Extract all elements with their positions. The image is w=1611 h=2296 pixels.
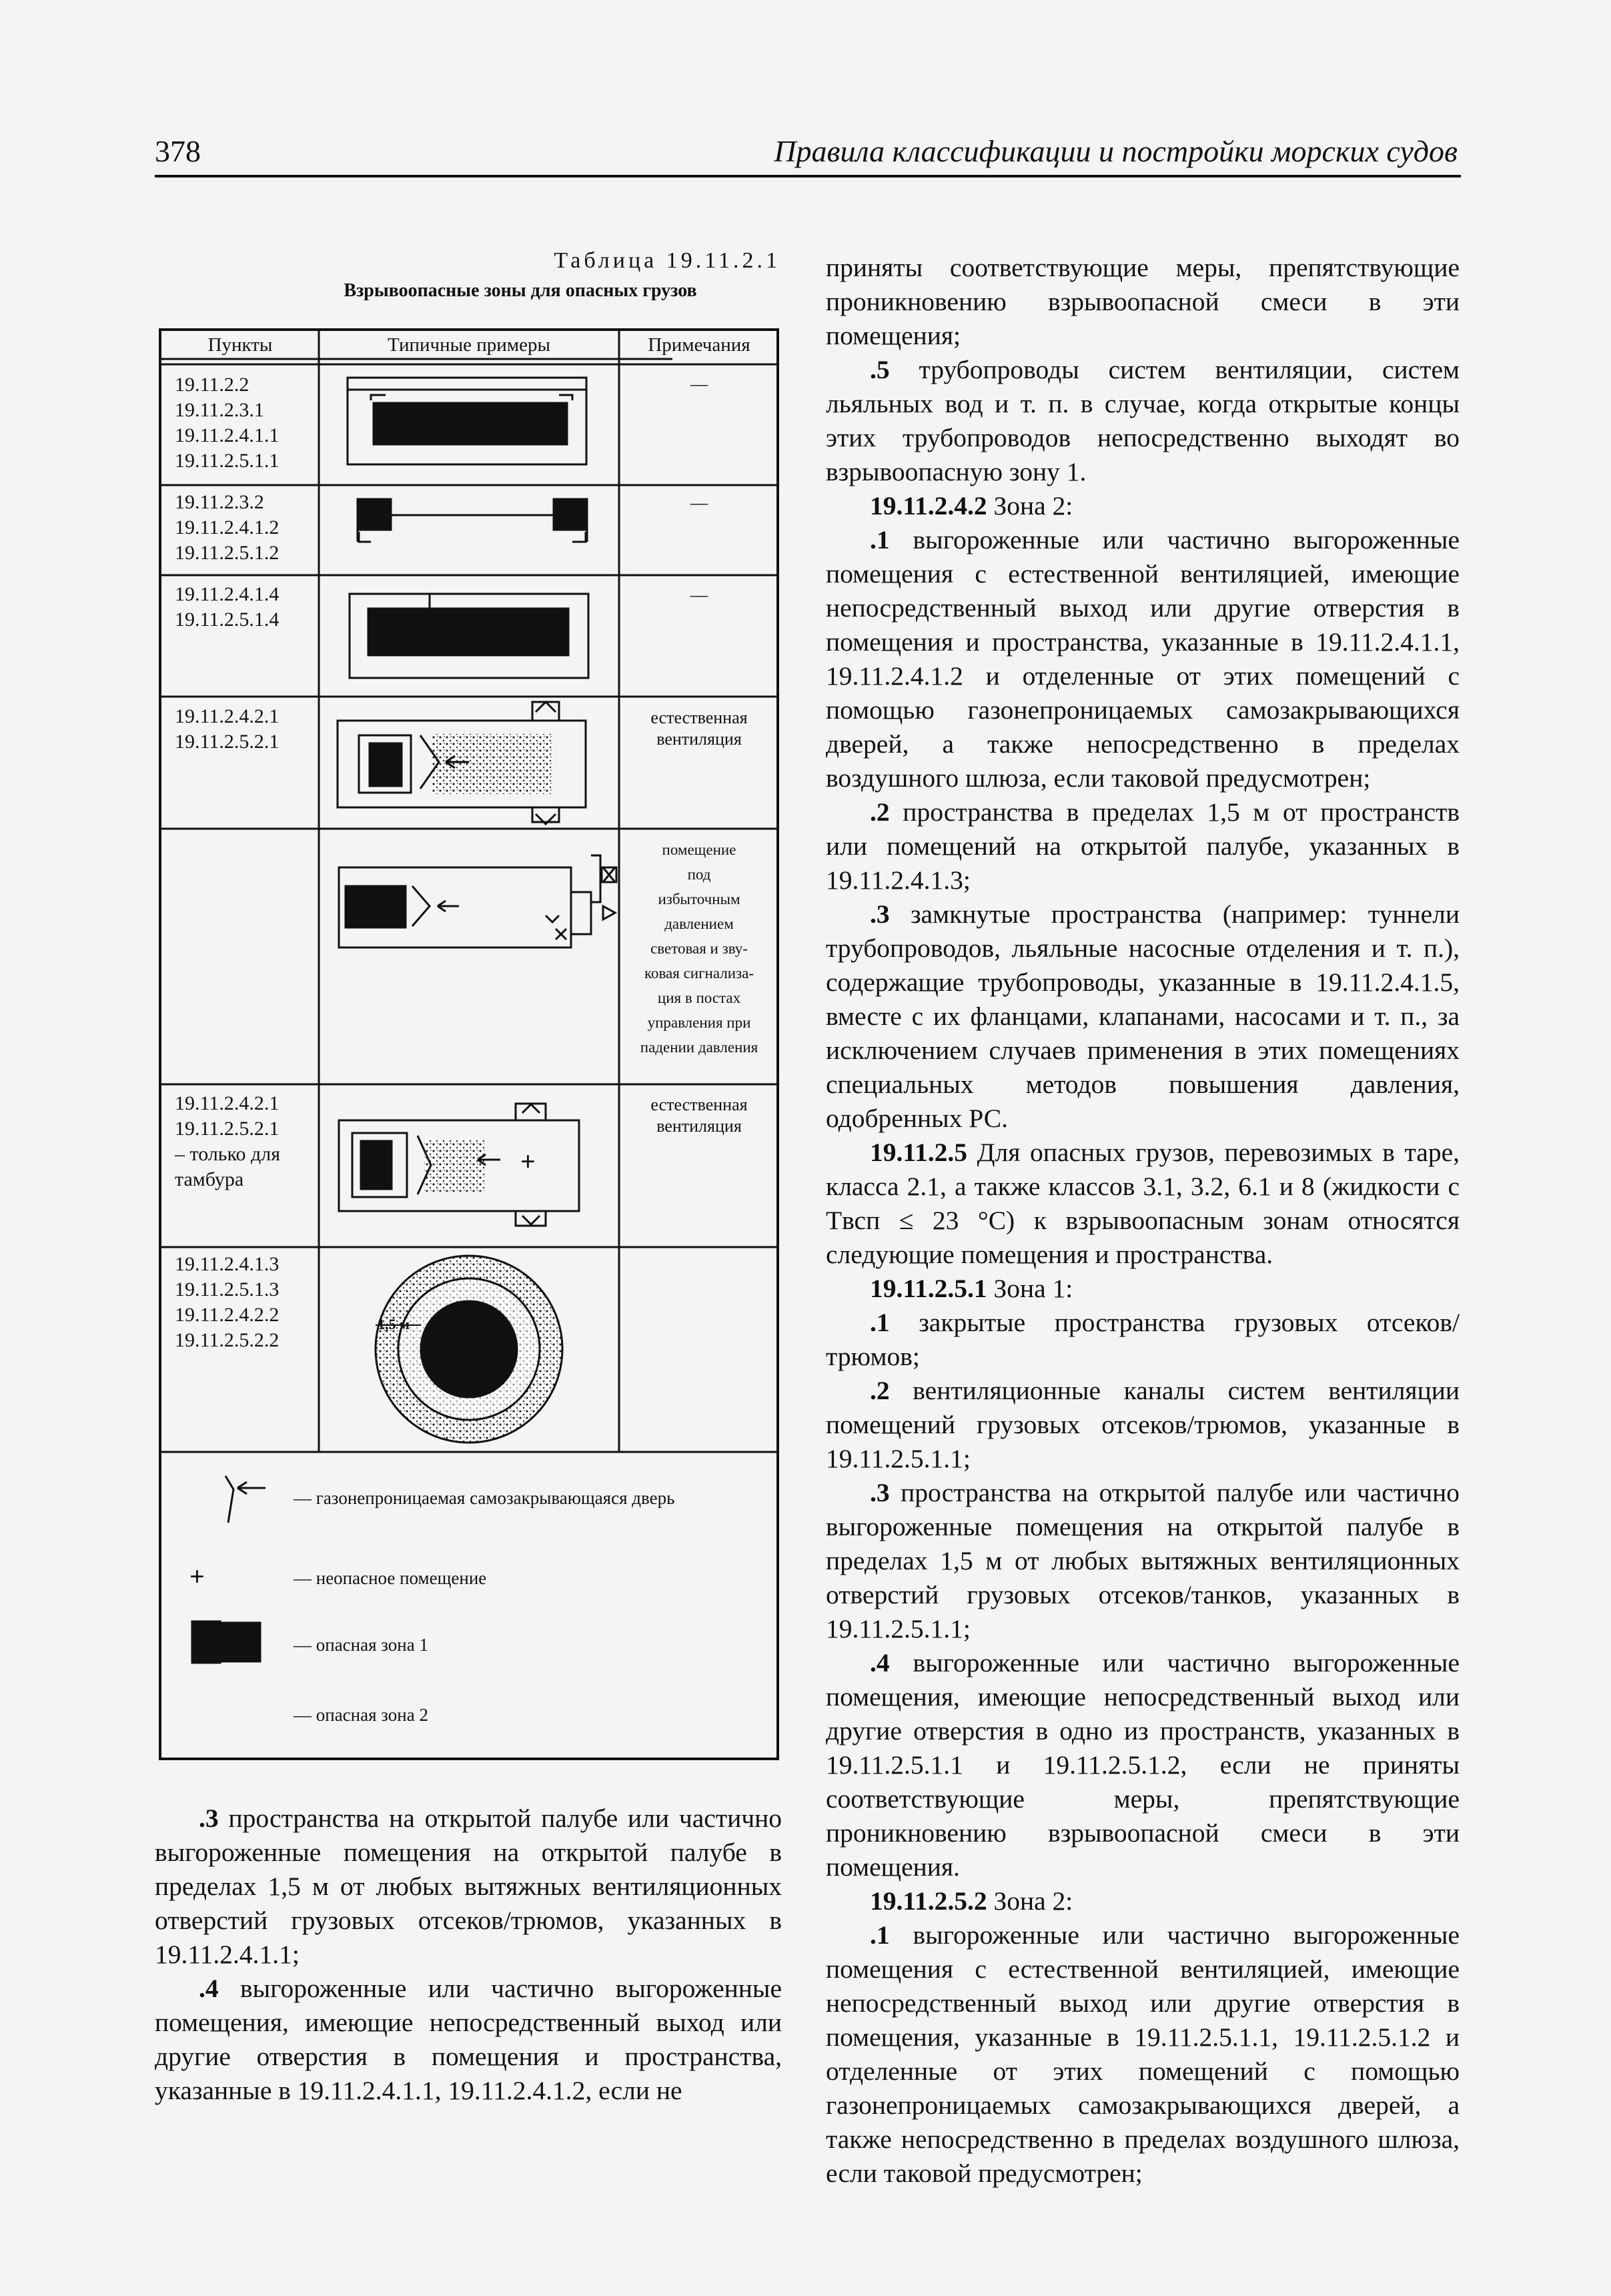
paragraph — [826, 1918, 1460, 2191]
paragraph-text: выгороженные или частично выгороженные помещения с естественной вентиляцией, имеющие непосредственный выход или другие отверстия в помещения и пространства, указанные в 19.11.2.4.1.1, 19.11.2.4.1.2 и отделенные от этих помещений с помощью газонепроницаемых самозакрывающихся дверей, а также непосредственно в пределах воздушного шлюза, если таковой предусмотрен; — [826, 525, 1460, 793]
row-4-points: 19.11.2.4.2.1 19.11.2.5.2.1 — [175, 705, 280, 753]
paragraph — [826, 1306, 1460, 1374]
diagram-row-5 — [339, 855, 616, 947]
row-3-note: — — [690, 585, 708, 605]
door-icon — [225, 1476, 233, 1523]
paragraph-lead: 19.11.2.5.1 — [870, 1274, 987, 1303]
paragraph — [826, 353, 1460, 489]
paragraph-lead: .1 — [870, 1308, 890, 1337]
paragraph-lead: .1 — [870, 1920, 890, 1950]
paragraph — [155, 1972, 782, 2108]
paragraph-lead: .4 — [199, 1974, 219, 2003]
paragraph-text: трубопроводы систем вентиляции, систем льяльных вод и т. п. в случае, когда открытые концы этих трубопроводов непосредственно выходят во взрывоопасную зону 1. — [826, 355, 1460, 486]
row-5-plus: + — [354, 879, 369, 909]
paragraph-text: пространства на открытой палубе или частично выгороженные помещения на открытой палубе в пределах 1,5 м от любых вытяжных вентиляционных отверстий грузовых отсеков/танков, указанных в 19.11.2.5.1.1; — [826, 1478, 1460, 1643]
paragraph-text: Для опасных грузов, перевозимых в таре, класса 2.1, а также классов 3.1, 3.2, 6.1 и 8 (жидкости с Tвсп ≤ 23 °C) к взрывоопасным зонам относятся следующие помещения и пространства. — [826, 1138, 1460, 1269]
paragraph-text: Зона 2: — [987, 1886, 1073, 1916]
paragraph-lead: .4 — [870, 1648, 890, 1677]
row-1-points: 19.11.2.2 19.11.2.3.1 19.11.2.4.1.1 19.11.2.5.1.1 — [175, 374, 280, 472]
legend-plus: + — [189, 1561, 205, 1591]
header-examples: Типичные примеры — [387, 334, 550, 356]
paragraph-text: выгороженные или частично выгороженные помещения с естественной вентиляцией, имеющие непосредственный выход или другие отверстия в помещения, указанные в 19.11.2.5.1.1, 19.11.2.5.1.2 и отделенные от этих помещений с помощью газонепроницаемых самозакрывающихся дверей, а также непосредственно в пределах воздушного шлюза, если таковой предусмотрен; — [826, 1920, 1460, 2188]
row-6-points: 19.11.2.4.2.1 19.11.2.5.2.1 – только для тамбура — [175, 1092, 281, 1190]
circle-label: 1,5 м — [378, 1316, 410, 1332]
table-subtitle: Взрывоопасные зоны для опасных грузов — [344, 280, 697, 301]
paragraph — [155, 1802, 782, 1972]
right-column-text — [826, 251, 1460, 2191]
diagram-row-3 — [350, 594, 588, 678]
paragraph-text: Зона 1: — [987, 1274, 1073, 1303]
paragraph-lead: 19.11.2.5.2 — [870, 1886, 987, 1916]
paragraph-lead: .3 — [870, 1478, 890, 1507]
row-6-note: естественная вентиляция — [650, 1095, 748, 1136]
paragraph — [826, 1476, 1460, 1646]
paragraph-lead: .1 — [870, 525, 890, 554]
legend-zone-2: — опасная зона 2 — [294, 1705, 428, 1725]
paragraph-text: выгороженные или частично выгороженные помещения, имеющие непосредственный выход или другие отверстия в одно из пространств, указанных в 19.11.2.5.1.1 и 19.11.2.5.1.2, если не приняты соответствующие меры, препятствующие проникновению взрывоопасной смеси в эти помещения. — [826, 1648, 1460, 1882]
header-rule — [155, 175, 1461, 177]
paragraph — [826, 1136, 1460, 1272]
paragraph — [826, 1272, 1460, 1306]
paragraph-text: пространства в пределах 1,5 м от пространств или помещений на открытой палубе, указанных в 19.11.2.4.1.3; — [826, 797, 1460, 895]
paragraph-text: Зона 2: — [987, 491, 1073, 520]
legend-door: — газонепроницаемая самозакрывающаяся дверь — [294, 1488, 675, 1508]
paragraph-lead: .5 — [870, 355, 890, 384]
paragraph-lead: .2 — [870, 797, 890, 827]
paragraph-text: выгороженные или частично выгороженные помещения, имеющие непосредственный выход или другие отверстия в помещения и пространства, указанные в 19.11.2.4.1.1, 19.11.2.4.1.2, если не — [155, 1974, 782, 2105]
paragraph — [826, 1884, 1460, 1918]
paragraph-text: замкнутые пространства (например: туннели трубопроводов, льяльные насосные отделения и т. п.), содержащие трубопроводы, указанные в 19.11.2.4.1.5, вместе с их фланцами, клапанами, насосами и т. п., за исключением случаев применения в этих помещениях специальных методов повышения давления, одобренных РС. — [826, 899, 1460, 1133]
row-4-note: естественная вентиляция — [650, 708, 748, 749]
legend-zone-1: — опасная зона 1 — [294, 1635, 428, 1655]
row-2-note: — — [690, 493, 708, 512]
paragraph-text: приняты соответствующие меры, препятствующие проникновению взрывоопасной смеси в эти помещения; — [826, 253, 1460, 350]
row-2-points: 19.11.2.3.2 19.11.2.4.1.2 19.11.2.5.1.2 — [175, 491, 280, 564]
paragraph — [826, 1374, 1460, 1476]
paragraph — [826, 251, 1460, 353]
left-column-text — [155, 1802, 782, 2108]
row-7-points: 19.11.2.4.1.3 19.11.2.5.1.3 19.11.2.4.2.2 19.11.2.5.2.2 — [175, 1253, 280, 1351]
paragraph — [826, 1646, 1460, 1884]
header-points: Пункты — [207, 334, 273, 356]
row-3-points: 19.11.2.4.1.4 19.11.2.5.1.4 — [175, 583, 280, 631]
paragraph — [826, 523, 1460, 795]
legend-safe: — неопасное помещение — [294, 1568, 487, 1588]
row-5-note: помещение под избыточным давлением световая и зву- ковая сигнализа- ция в постах управления при падении давления — [640, 841, 758, 1056]
paragraph-lead: .2 — [870, 1376, 890, 1405]
diagram-row-4 — [338, 702, 586, 824]
row-1-note: — — [690, 374, 708, 394]
paragraph-text: пространства на открытой палубе или частично выгороженные помещения на открытой палубе в пределах 1,5 м от любых вытяжных вентиляционных отверстий грузовых отсеков/трюмов, указанных в 19.11.2.4.1.1; — [155, 1804, 782, 1969]
diagram-row-7 — [376, 1256, 562, 1443]
paragraph-text: вентиляционные каналы систем вентиляции помещений грузовых отсеков/трюмов, указанные в 19.11.2.5.1.1; — [826, 1376, 1460, 1473]
diagram-row-2 — [358, 499, 587, 542]
paragraph — [826, 897, 1460, 1136]
table-caption: Таблица 19.11.2.1 — [554, 248, 780, 273]
paragraph — [826, 795, 1460, 897]
header-notes: Примечания — [648, 334, 750, 356]
paragraph-text: закрытые пространства грузовых отсеков/трюмов; — [826, 1308, 1460, 1371]
paragraph-lead: 19.11.2.5 — [870, 1138, 967, 1167]
running-title: Правила классификации и постройки морских судов — [774, 134, 1458, 168]
paragraph-lead: .3 — [199, 1804, 219, 1833]
paragraph-lead: .3 — [870, 899, 890, 929]
row-6-plus: + — [520, 1146, 536, 1176]
paragraph — [826, 489, 1460, 523]
paragraph-lead: 19.11.2.4.2 — [870, 491, 987, 520]
diagram-row-6 — [339, 1104, 579, 1226]
diagram-row-1 — [348, 378, 586, 464]
page-number: 378 — [155, 134, 201, 168]
